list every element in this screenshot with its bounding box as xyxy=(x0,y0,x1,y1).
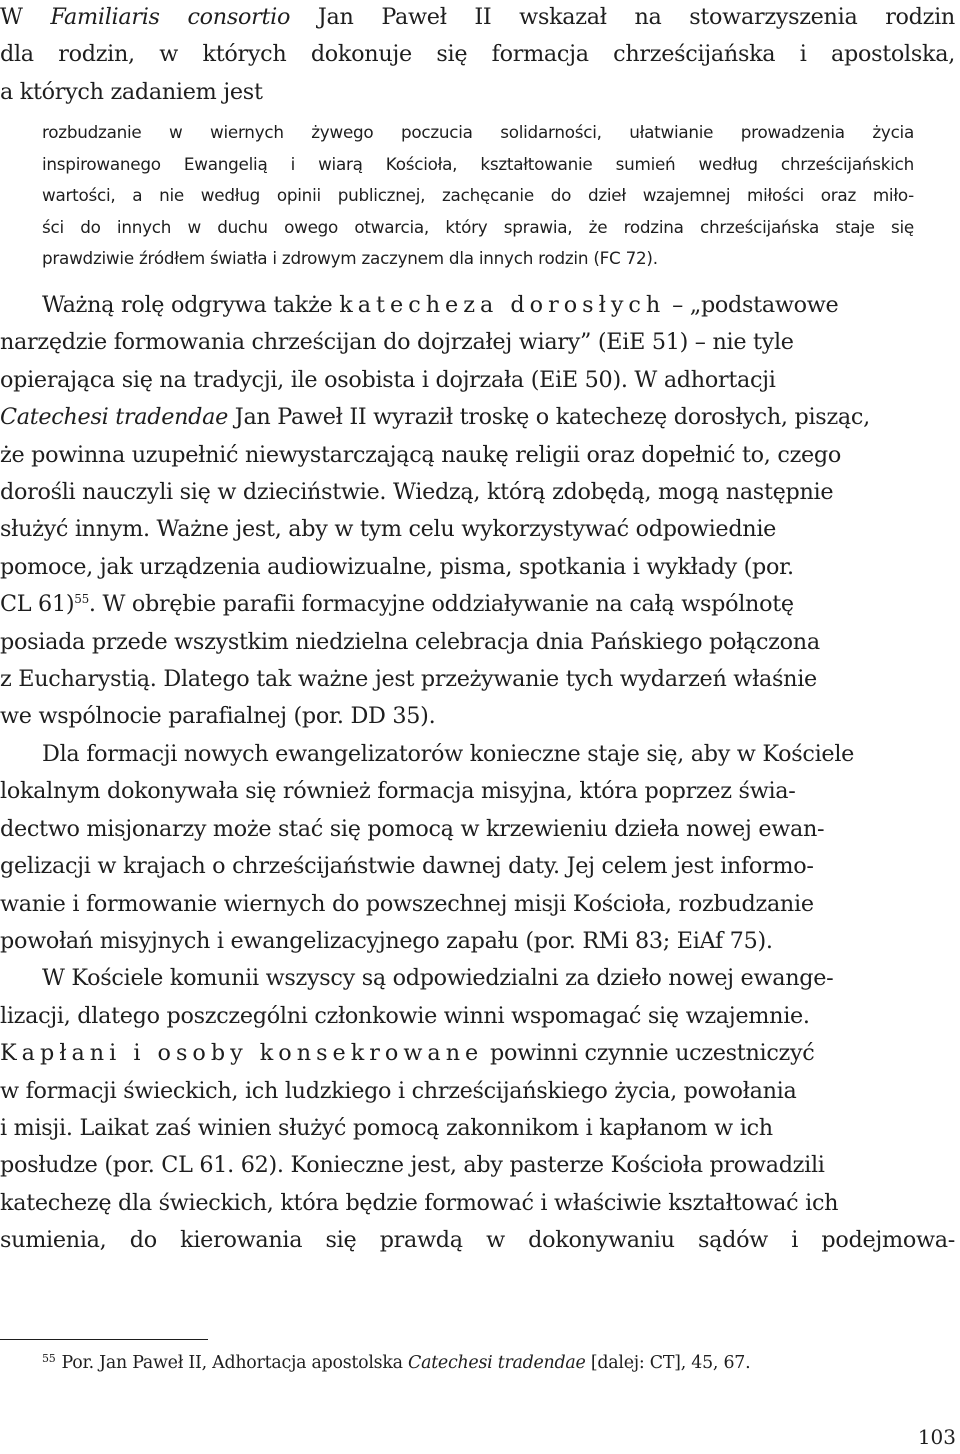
text-line: że powinna uzupełnić niewystarczającą naukę religii oraz dopełnić to, czego xyxy=(0,441,842,468)
quote-line: prawdziwie źródłem światła i zdrowym zaczynem dla innych rodzin (FC 72). xyxy=(42,248,658,269)
paragraph-katecheza-doroslych xyxy=(0,287,955,1260)
spaced-emphasis: katecheza dorosłych xyxy=(339,292,666,318)
footnote-reference[interactable]: 55 xyxy=(74,592,89,607)
text-line: katechezę dla świeckich, która będzie formować i właściwie kształtować ich xyxy=(0,1189,839,1216)
text-line: gelizacji w krajach o chrześcijaństwie dawnej daty. Jej celem jest informo- xyxy=(0,853,814,880)
quote-line: inspirowanego Ewangelią i wiarą Kościoła, kształtowanie sumień według chrześcijańskich xyxy=(42,153,914,174)
text-run: W xyxy=(0,4,51,30)
text-line: posłudze (por. CL 61. 62). Konieczne jest, aby pasterze Kościoła prowadzili xyxy=(0,1152,825,1179)
text-line: z Eucharystią. Dlatego tak ważne jest przeżywanie tych wydarzeń właśnie xyxy=(0,666,817,693)
footnote xyxy=(42,1348,750,1378)
text-run: – „podstawowe xyxy=(665,292,839,318)
block-quote xyxy=(42,117,914,275)
text-line: dectwo misjonarzy może stać się pomocą w krzewieniu dzieła nowej ewan- xyxy=(0,815,825,842)
text-run: Jan Paweł II wskazał na stowarzyszenia rodzin xyxy=(290,4,955,30)
footnote-separator xyxy=(0,1339,208,1340)
text-run: Ważną rolę odgrywa także xyxy=(42,292,340,318)
text-run: Jan Paweł II wyraził troskę o katechezę dorosłych, pisząc, xyxy=(228,404,870,431)
text-line: lokalnym dokonywała się również formacja misyjna, która poprzez świa- xyxy=(0,778,796,805)
text-run: . W obrębie parafii formacyjne oddziaływanie na całą wspólnotę xyxy=(88,591,794,618)
text-line: W Kościele komunii wszyscy są odpowiedzialni za dzieło nowej ewange- xyxy=(42,965,834,992)
text-line: pomoce, jak urządzenia audiowizualne, pisma, spotkania i wykłady (por. xyxy=(0,553,794,580)
quote-line: wartości, a nie według opinii publicznej, zachęcanie do dzieł wzajemnej miłości oraz miło- xyxy=(42,185,914,206)
footnote-text: Por. Jan Paweł II, Adhortacja apostolska xyxy=(61,1353,409,1373)
text-line: lizacji, dlatego poszczególni członkowie winni wspomagać się wzajemnie. xyxy=(0,1002,810,1029)
text-run: powinni czynnie uczestniczyć xyxy=(483,1040,815,1067)
text-line: sumienia, do kierowania się prawdą w dokonywaniu sądów i podejmowa- xyxy=(0,1227,955,1254)
text-line: posiada przede wszystkim niedzielna celebracja dnia Pańskiego połączona xyxy=(0,628,820,655)
footnote-text: [dalej: CT], 45, 67. xyxy=(585,1353,751,1373)
text-line: narzędzie formowania chrześcijan do dojrzałej wiary” (EiE 51) – nie tyle xyxy=(0,329,794,356)
text-line: służyć innym. Ważne jest, aby w tym celu wykorzystywać odpowiednie xyxy=(0,516,777,543)
document-title-italic: Familiaris consortio xyxy=(50,4,291,30)
text-line: dla rodzin, w których dokonuje się formacja chrześcijańska i apostolska, xyxy=(0,41,955,68)
text-line: opierająca się na tradycji, ile osobista i dojrzała (EiE 50). W adhortacji xyxy=(0,366,776,393)
text-line: Dla formacji nowych ewangelizatorów konieczne staje się, aby w Kościele xyxy=(42,740,855,767)
quote-line: ści do innych w duchu owego otwarcia, który sprawia, że rodzina chrześcijańska staje się xyxy=(42,216,914,237)
text-line: w formacji świeckich, ich ludzkiego i chrześcijańskiego życia, powołania xyxy=(0,1077,797,1104)
quote-line: rozbudzanie w wiernych żywego poczucia solidarności, ułatwianie prowadzenia życia xyxy=(42,122,914,142)
text-line: dorośli nauczyli się w dzieciństwie. Wiedzą, którą zdobędą, mogą następnie xyxy=(0,479,834,506)
text-line: a których zadaniem jest xyxy=(0,78,263,105)
document-title-italic: Catechesi tradendae xyxy=(0,404,229,431)
paragraph-familiaris-consortio xyxy=(0,0,955,111)
text-line: we wspólnocie parafialnej (por. DD 35). xyxy=(0,703,436,730)
footnote-number: 55 xyxy=(42,1352,56,1365)
text-line: i misji. Laikat zaś winien służyć pomocą zakonnikom i kapłanom w ich xyxy=(0,1114,773,1141)
text-line: wanie i formowanie wiernych do powszechnej misji Kościoła, rozbudzanie xyxy=(0,890,814,917)
text-line: powołań misyjnych i ewangelizacyjnego zapału (por. RMi 83; EiAf 75). xyxy=(0,927,773,954)
spaced-emphasis: Kapłani i osoby konsekrowane xyxy=(0,1040,484,1067)
page-number: 103 xyxy=(917,1425,956,1449)
footnote-title-italic: Catechesi tradendae xyxy=(408,1353,586,1373)
text-run: CL 61) xyxy=(0,591,75,618)
